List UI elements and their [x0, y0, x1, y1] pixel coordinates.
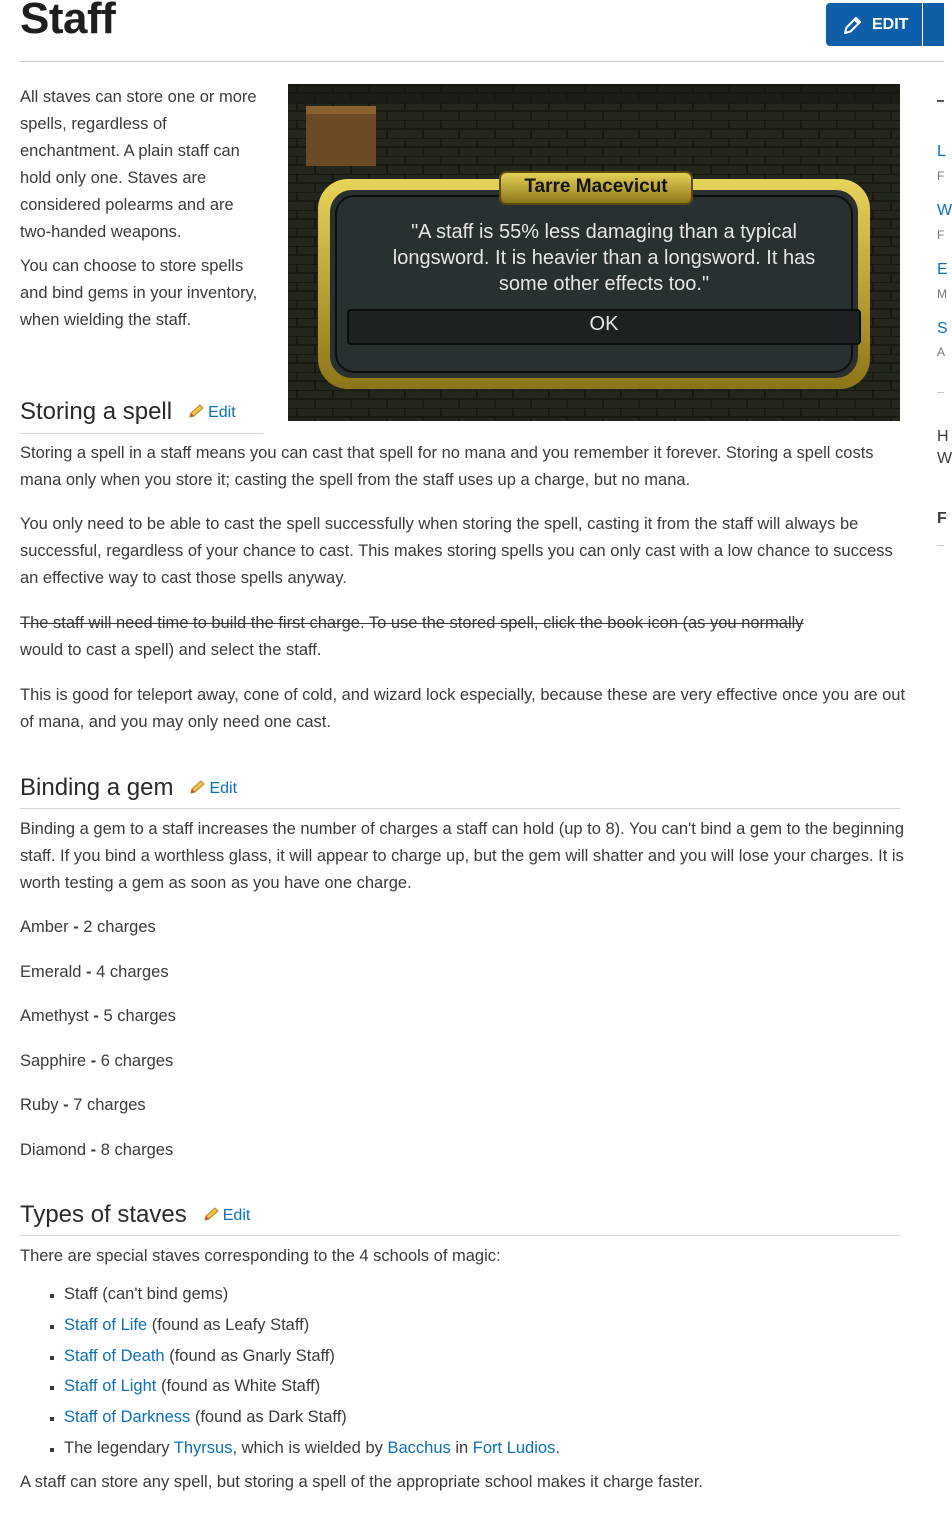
rail-caption: M	[937, 287, 947, 301]
edit-dropdown-button[interactable]	[923, 3, 944, 46]
types-intro: There are special staves corresponding to the 4 schools of magic:	[20, 1247, 501, 1265]
heading-types-of-staves	[20, 1201, 250, 1229]
dialog-line-1: "A staff is 55% less damaging than a typical	[411, 221, 797, 243]
link-staff-of-life[interactable]: Staff of Life	[64, 1315, 148, 1334]
list-item	[64, 1371, 560, 1402]
edit-section-types-label: Edit	[222, 1207, 251, 1224]
gem-dash: -	[93, 1007, 99, 1025]
heading-types-text: Types of staves	[20, 1201, 187, 1228]
list-item-text: Staff (can't bind gems)	[64, 1285, 229, 1303]
gem-name: Diamond	[20, 1141, 87, 1159]
edit-section-storing-label: Edit	[208, 404, 236, 421]
rail-text: H	[937, 428, 949, 445]
list-item-text: in	[450, 1438, 473, 1457]
list-item	[64, 1279, 560, 1310]
game-screenshot[interactable]	[288, 84, 900, 421]
storing-paragraph-3	[20, 610, 910, 664]
heading-binding-text: Binding a gem	[20, 774, 174, 801]
types-outro: A staff can store any spell, but storing a spell of the appropriate school makes it charge faster.	[20, 1473, 703, 1491]
dialog-line-2: longsword. It is heavier than a longsword. It has	[392, 247, 816, 269]
link-staff-of-death[interactable]: Staff of Death	[64, 1346, 165, 1365]
gem-line	[20, 918, 156, 937]
list-item-text: .	[555, 1438, 560, 1457]
gem-line	[20, 1096, 146, 1115]
rail-caption: A	[937, 345, 946, 359]
gem-dash: -	[73, 918, 79, 936]
struck-text-2: To use the stored spell, click the book icon (as you normally	[364, 614, 804, 632]
gem-line	[20, 1052, 173, 1071]
page-title: Staff	[20, 0, 116, 43]
rail-caption: F	[937, 169, 945, 183]
gem-dash: -	[90, 1141, 97, 1159]
gem-name: Emerald	[20, 963, 82, 981]
gem-line	[20, 963, 169, 982]
dialog-ok-button[interactable]: OK	[589, 313, 619, 335]
list-item-text: (found as Gnarly Staff)	[164, 1346, 335, 1365]
link-bacchus[interactable]: Bacchus	[387, 1438, 451, 1457]
link-thyrsus[interactable]: Thyrsus	[173, 1438, 233, 1457]
rail-text: F	[937, 510, 947, 527]
gem-charges: 5 charges	[103, 1007, 176, 1025]
storing-paragraph-3-tail: would to cast a spell) and select the staff.	[20, 641, 322, 659]
rail-link[interactable]: W	[937, 202, 952, 219]
gem-charges: 2 charges	[83, 918, 156, 936]
heading-storing-text: Storing a spell	[20, 398, 173, 425]
section-divider	[20, 808, 900, 809]
rail-caption: F	[937, 228, 945, 242]
rail-divider	[937, 392, 944, 393]
title-divider	[20, 61, 944, 62]
list-item	[64, 1402, 560, 1433]
edit-section-storing[interactable]	[188, 404, 236, 421]
gem-line	[20, 1141, 173, 1160]
pencil-icon	[188, 403, 206, 419]
rail-divider	[937, 545, 944, 546]
gem-charges: 4 charges	[96, 963, 169, 981]
storing-paragraph-2: You only need to be able to cast the spell successfully when storing the spell, casting it from the staff will always be successful, regardless of your chance to cast. This makes storing spells you can only cast with a low chance to success an effective way to cast those spells anyway.	[20, 515, 893, 587]
staves-list	[20, 1279, 560, 1464]
list-item-text: (found as Leafy Staff)	[147, 1315, 310, 1334]
rail-link[interactable]: S	[937, 320, 948, 337]
intro-paragraph-1: All staves can store one or more spells, regardless of enchantment. A plain staff can hold only one. Staves are considered polearms and are two-handed weapons.	[20, 88, 257, 241]
link-staff-of-light[interactable]: Staff of Light	[64, 1377, 157, 1396]
list-item-text: , which is wielded by	[232, 1438, 388, 1457]
gem-charges: 7 charges	[73, 1096, 146, 1114]
link-fort-ludios[interactable]: Fort Ludios	[472, 1438, 556, 1457]
edit-button-label: EDIT	[872, 15, 909, 33]
link-staff-of-darkness[interactable]: Staff of Darkness	[64, 1408, 191, 1427]
pencil-icon	[203, 1206, 221, 1222]
heading-binding-a-gem	[20, 774, 237, 802]
pencil-icon	[189, 779, 207, 795]
gem-charges: 8 charges	[100, 1141, 174, 1159]
pencil-icon	[842, 14, 864, 36]
storing-paragraph-1: Storing a spell in a staff means you can cast that spell for no mana and you remember it forever. Storing a spell costs mana only when you store it; casting the spell from the staff uses up a charge, but no mana.	[20, 444, 874, 489]
binding-paragraph-1: Binding a gem to a staff increases the number of charges a staff can hold (up to 8). You can't bind a gem to the beginning staff. If you bind a worthless glass, it will appear to charge up, but the gem will shatter and you will lose your charges. It is worth testing a gem as soon as you have one charge.	[20, 820, 905, 892]
list-item-text: (found as Dark Staff)	[190, 1408, 347, 1427]
rail-text: W	[937, 450, 952, 467]
section-divider	[20, 433, 263, 434]
gem-charges: 6 charges	[100, 1052, 174, 1070]
edit-section-binding[interactable]	[189, 780, 237, 797]
gem-dash: -	[90, 1052, 97, 1070]
list-item-text: The legendary	[64, 1438, 174, 1457]
storing-paragraph-4: This is good for teleport away, cone of cold, and wizard lock especially, because these are very effective once you are out of mana, and you may only need one cast.	[20, 686, 906, 731]
list-item	[64, 1433, 560, 1464]
edit-section-types[interactable]	[203, 1207, 251, 1224]
gem-dash: -	[86, 963, 92, 981]
edit-section-binding-label: Edit	[209, 780, 238, 797]
dialog-line-3: some other effects too."	[498, 273, 710, 295]
gem-name: Sapphire	[20, 1052, 87, 1070]
rail-link[interactable]: L	[937, 143, 946, 160]
dialog-speaker: Tarre Macevicut	[524, 176, 668, 197]
gem-dash: -	[63, 1096, 69, 1114]
gem-name: Amethyst	[20, 1007, 89, 1025]
edit-button[interactable]	[826, 3, 922, 46]
section-divider	[20, 1235, 900, 1236]
list-item-text: (found as White Staff)	[156, 1377, 321, 1396]
gem-line	[20, 1007, 176, 1026]
list-item	[64, 1310, 560, 1341]
gem-name: Ruby	[20, 1096, 59, 1114]
heading-storing-a-spell	[20, 398, 236, 426]
list-item	[64, 1341, 560, 1372]
rail-link[interactable]: E	[937, 261, 948, 278]
struck-text-1: The staff will need time to build the first charge.	[20, 614, 365, 632]
gem-name: Amber	[20, 918, 69, 936]
intro-paragraph-2: You can choose to store spells and bind gems in your inventory, when wielding the staff.	[20, 257, 258, 329]
rail-dash	[937, 100, 944, 102]
